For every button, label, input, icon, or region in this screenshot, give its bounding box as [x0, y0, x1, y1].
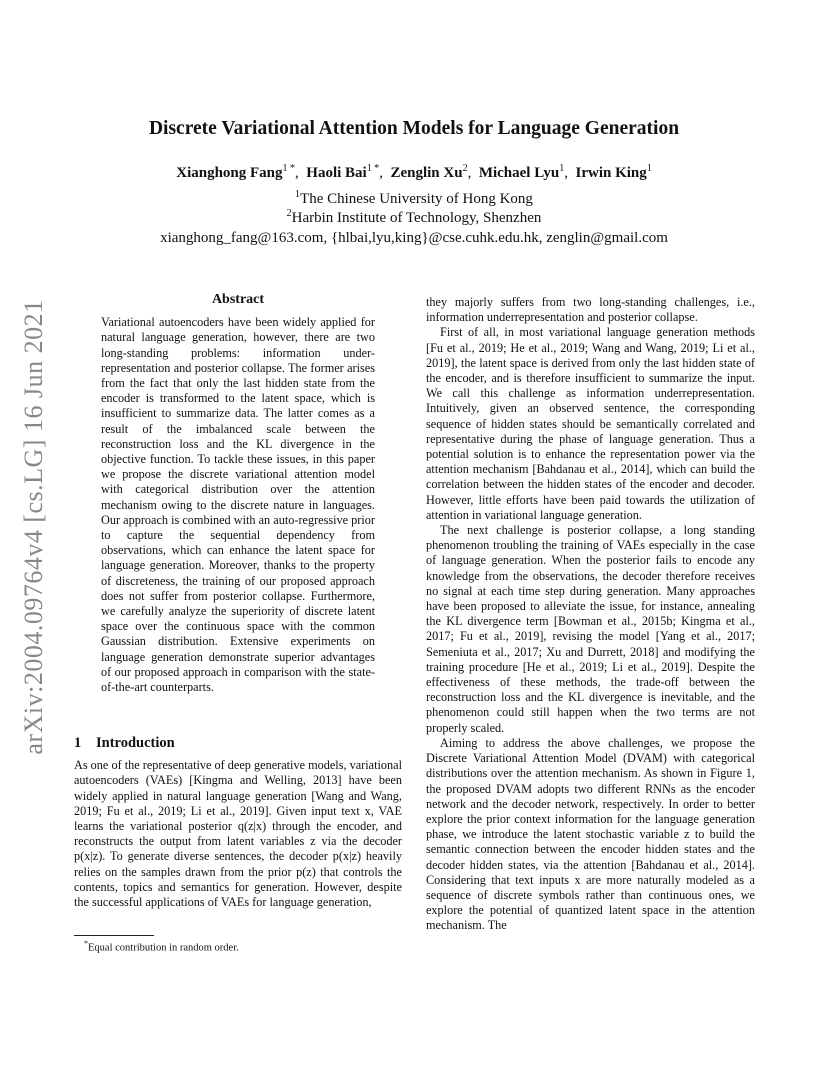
paragraph: The next challenge is posterior collapse, a long standing phenomenon troubling the training of VAEs especially in the case of language generation. When the posterior fails to encode any knowledge from the observations, the decoder therefore receives no signal at each time step during generation. Many approaches have been proposed to alleviate the issue, for instance, annealing the KL divergence term [Bowman et al., 2015b; Kingma et al., 2017; Fu et al., 2019], revising the model [Yang et al., 2017; Semeniuta et al., 2017; Xu and Durrett, 2018] and modifying the training procedure [He et al., 2019; Li et al., 2019]. Despite the effectiveness of these methods, the trade-off between the reconstruction loss and the KL divergence is inevitable, and the phenomenon could still happen when the two terms are not properly scaled.	[426, 523, 755, 735]
author-name: Zenglin Xu	[390, 165, 463, 181]
affiliation	[0, 189, 828, 208]
affiliation	[0, 208, 828, 227]
paragraph: As one of the representative of deep generative models, variational autoencoders (VAEs) [Kingma and Welling, 2013] have been widely applied in natural language generation [Wang and Wang, 2019; Fu et al., 2019; Li et al., 2019]. Given input text x, VAE learns the variational posterior q(z|x) through the encoder, and reconstructs the output from latent variables z via the decoder p(x|z). To generate diverse sentences, the decoder p(x|z) heavily relies on the samples drawn from the prior p(z) that controls the contents, topics and semantics for generation. However, despite the successful applications of VAEs for language generation,	[74, 758, 402, 910]
paragraph: they majorly suffers from two long-standing challenges, i.e., information underrepresentation and posterior collapse.	[426, 295, 755, 325]
author-affil-mark: 1 *	[366, 163, 380, 174]
author-name: Michael Lyu	[478, 165, 560, 181]
author-affil-mark: 1	[646, 163, 652, 174]
author-name: Irwin King	[575, 165, 647, 181]
author-affil-mark: 2	[462, 163, 468, 174]
author-name: Haoli Bai	[306, 165, 367, 181]
section-title: Introduction	[96, 735, 175, 751]
footnote-divider	[74, 935, 154, 936]
abstract	[101, 292, 375, 695]
abstract-body: Variational autoencoders have been widely applied for natural language generation, however, there are two long-standing problems: information under-representation and posterior collapse. The former arises from the fact that only the last hidden state from the encoder is transformed to the latent space, which is insufficient to summarize data. The latter comes as a result of the imbalanced scale between the reconstruction loss and the KL divergence in the objective function. To tackle these issues, in this paper we propose the discrete variational attention model with categorical distribution over the attention mechanism owing to the discrete nature in languages. Our approach is combined with an auto-regressive prior to capture the sequential dependency from observations, which can enhance the latent space for language generation. Moreover, thanks to the property of discreteness, the training of our proposed approach does not suffer from posterior collapse. Furthermore, we carefully analyze the superiority of discrete latent space over the continuous space with the common Gaussian distribution. Extensive experiments on language generation demonstrate superior advantages of our proposed approach in comparison with the state-of-the-art counterparts.	[101, 315, 375, 695]
abstract-heading: Abstract	[211, 292, 265, 307]
author-affil-mark: 1	[559, 163, 565, 174]
footnote-text: Equal contribution in random order.	[88, 942, 239, 954]
paragraph: First of all, in most variational language generation methods [Fu et al., 2019; He et al., 2019; Wang and Wang, 2019; Li et al., 2019], the latent space is derived from only the last hidden state of the encoder, and is therefore insufficient to summarize the input. We call this challenge as information underrepresentation. Intuitively, given an observed sentence, the corresponding sequence of hidden states should be semantically correlated and representative during the phase of language generation. Thus a potential solution is to enhance the representation power via the attention mechanism [Bahdanau et al., 2014], which can build the correlation between the hidden states of the encoder and decoder. However, little efforts have been paid towards the utilization of attention in variational language generation.	[426, 325, 755, 522]
affiliation-mark: 1	[295, 189, 301, 200]
affiliation-mark: 2	[286, 208, 292, 219]
author-emails: xianghong_fang@163.com, {hlbai,lyu,king}@cse.cuhk.edu.hk, zenglin@gmail.com	[160, 230, 668, 246]
paper-title: Discrete Variational Attention Models for Language Generation	[148, 118, 680, 139]
arxiv-stamp-text: arXiv:2004.09764v4 [cs.LG] 16 Jun 2021	[19, 299, 48, 755]
introduction-left-column	[74, 718, 402, 910]
right-column	[426, 295, 755, 934]
author-name: Xianghong Fang	[176, 165, 283, 181]
author-list: Xianghong Fang$^{1 *}$, Haoli Bai$^{1 *}$, Zenglin Xu$^2$, Michael Lyu$^1$, Irwin King$^1$	[176, 163, 652, 181]
footnote-mark: *	[84, 939, 88, 948]
paragraph: Aiming to address the above challenges, we propose the Discrete Variational Attention Model (DVAM) with categorical distributions over the attention mechanism. As shown in Figure 1, the proposed DVAM adopts two different RNNs as the encoder network and the decoder network, respectively. In order to better explore the prior context information for the language generation phase, we introduce the latent stochastic variable z to build the semantic connection between the encoder hidden states and the decoder hidden states, via the attention [Bahdanau et al., 2014]. Considering that text inputs x are more naturally modeled as a sequence of discrete symbols rather than continuous ones, we explore the potential of quantized latent space in the attention mechanism. The	[426, 735, 755, 933]
affiliation-text: Harbin Institute of Technology, Shenzhen	[291, 210, 542, 226]
arxiv-stamp	[14, 292, 54, 762]
footnote	[84, 939, 239, 954]
section-number: 1	[74, 735, 82, 751]
author-affil-mark: 1 *	[282, 163, 296, 174]
section-heading	[74, 736, 402, 751]
affiliation-text: The Chinese University of Hong Kong	[300, 191, 533, 207]
